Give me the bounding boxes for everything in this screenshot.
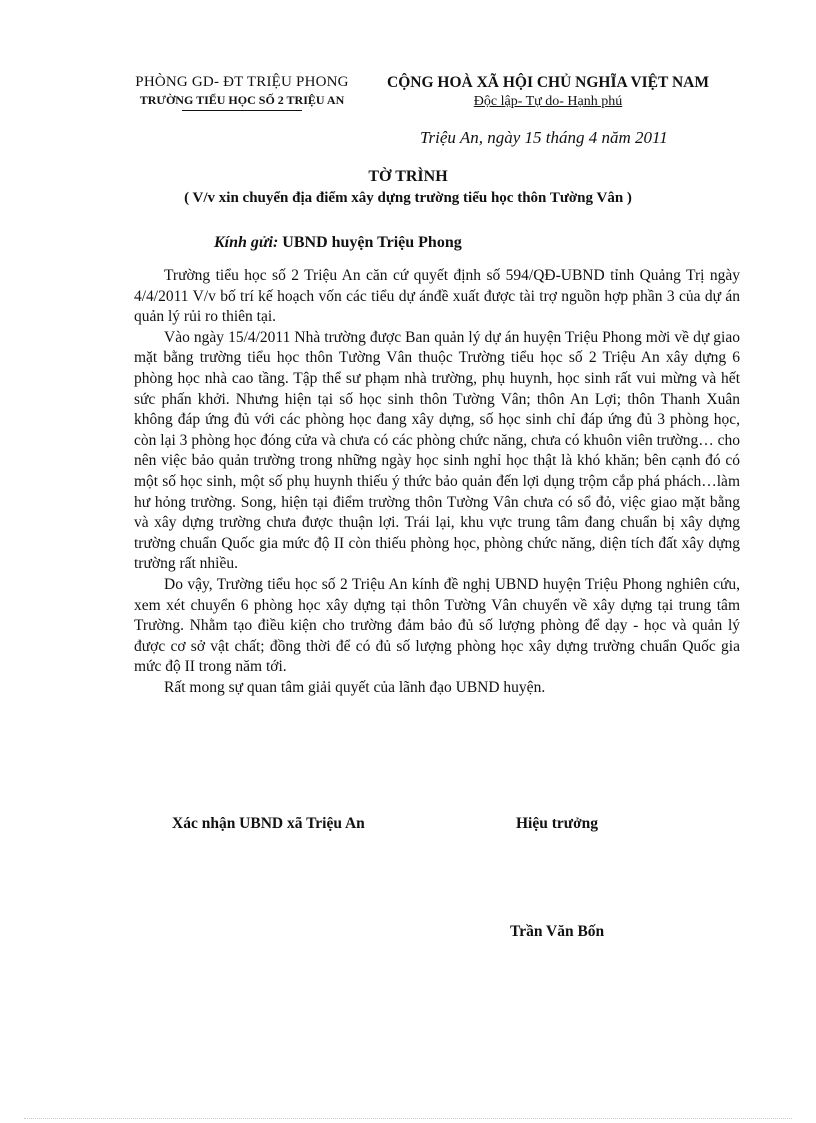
signature-left-title: Xác nhận UBND xã Triệu An <box>172 815 365 832</box>
title-main: TỜ TRÌNH <box>368 168 448 185</box>
school-name: TRƯỜNG TIỂU HỌC SỐ 2 TRIỆU AN <box>139 93 345 107</box>
body-paragraph: Trường tiểu học số 2 Triệu An căn cứ quyết định số 594/QĐ-UBND tỉnh Quảng Trị ngày 4/4/2011 V/v bố trí kế hoạch vốn các tiểu dự ánđề xuất được tài trợ nguồn hợp phần 3 của dự án quản lý rủi ro thiên tại. <box>134 267 740 326</box>
header-left-underline <box>182 110 302 111</box>
recipient-label: Kính gửi: <box>214 234 279 251</box>
document-title <box>0 168 816 207</box>
body-paragraph: Do vậy, Trường tiểu học số 2 Triệu An kính đề nghị UBND huyện Triệu Phong nghiên cứu, xem xét chuyển 6 phòng học xây dựng tại thôn Tường Vân chuyển về xây dựng tại trung tâm Trường. Nhằm tạo điều kiện cho trường đảm bảo đủ số lượng phòng để dạy - học và quản lý được cơ sở vật chất; đồng thời để có đủ số lượng phòng học xây dựng trường chuẩn Quốc gia mức độ II trong năm tới. <box>134 575 740 676</box>
body-paragraph: Rất mong sự quan tâm giải quyết của lãnh đạo UBND huyện. <box>164 678 546 696</box>
body-paragraph: Vào ngày 15/4/2011 Nhà trường được Ban quản lý dự án huyện Triệu Phong mời về dự giao mặt bằng trường tiểu học thôn Tường Vân thuộc Trường tiểu học số 2 Triệu An xây dựng 6 phòng học nhà cao tầng. Tập thể sư phạm nhà trường, phụ huynh, học sinh rất vui mừng và hết sức phấn khởi. Nhưng hiện tại số học sinh thôn Tường Vân; thôn An Lợi; thôn Thanh Xuân không đáp ứng đủ với các phòng học đang xây dựng, số học sinh chỉ đáp ứng đủ 3 phòng học, còn lại 3 phòng học đóng cửa và chưa có các phòng chức năng, chưa có khuôn viên trường… cho nên việc bảo quản trường trong những ngày học sinh nghỉ học thật là khó khăn; bên cạnh đó có một số học sinh, một số phụ huynh thiếu ý thức bảo quản đến lợi dụng trộm cắp phá phách…làm hư hỏng trường. Song, hiện tại điểm trường thôn Tường Vân chưa có sổ đỏ, việc giao mặt bằng và xây dựng trường chưa được thuận lợi. Trái lại, khu vực trung tâm đang chuẩn bị xây dựng trường chuẩn Quốc gia mức độ II còn thiếu phòng học, phòng chức năng, diện tích đất xây dựng trường rất nhiều. <box>134 328 740 573</box>
document-body <box>134 266 740 698</box>
page-bottom-rule <box>24 1118 792 1119</box>
dateline: Triệu An, ngày 15 tháng 4 năm 2011 <box>420 128 668 147</box>
recipient-line <box>214 234 462 252</box>
signature-right-title: Hiệu trưởng <box>516 815 599 832</box>
department-name: PHÒNG GD- ĐT TRIỆU PHONG <box>135 74 349 90</box>
title-subject: ( V/v xin chuyển địa điểm xây dựng trường tiểu học thôn Tường Vân ) <box>184 190 632 206</box>
signer-name: Trần Văn Bốn <box>510 923 605 940</box>
recipient-name: UBND huyện Triệu Phong <box>282 234 462 251</box>
header-right <box>368 74 728 110</box>
header-left <box>112 74 372 111</box>
nation-heading: CỘNG HOÀ XÃ HỘI CHỦ NGHĨA VIỆT NAM <box>387 74 709 91</box>
nation-motto: Độc lập- Tự do- Hạnh phú <box>473 94 623 109</box>
